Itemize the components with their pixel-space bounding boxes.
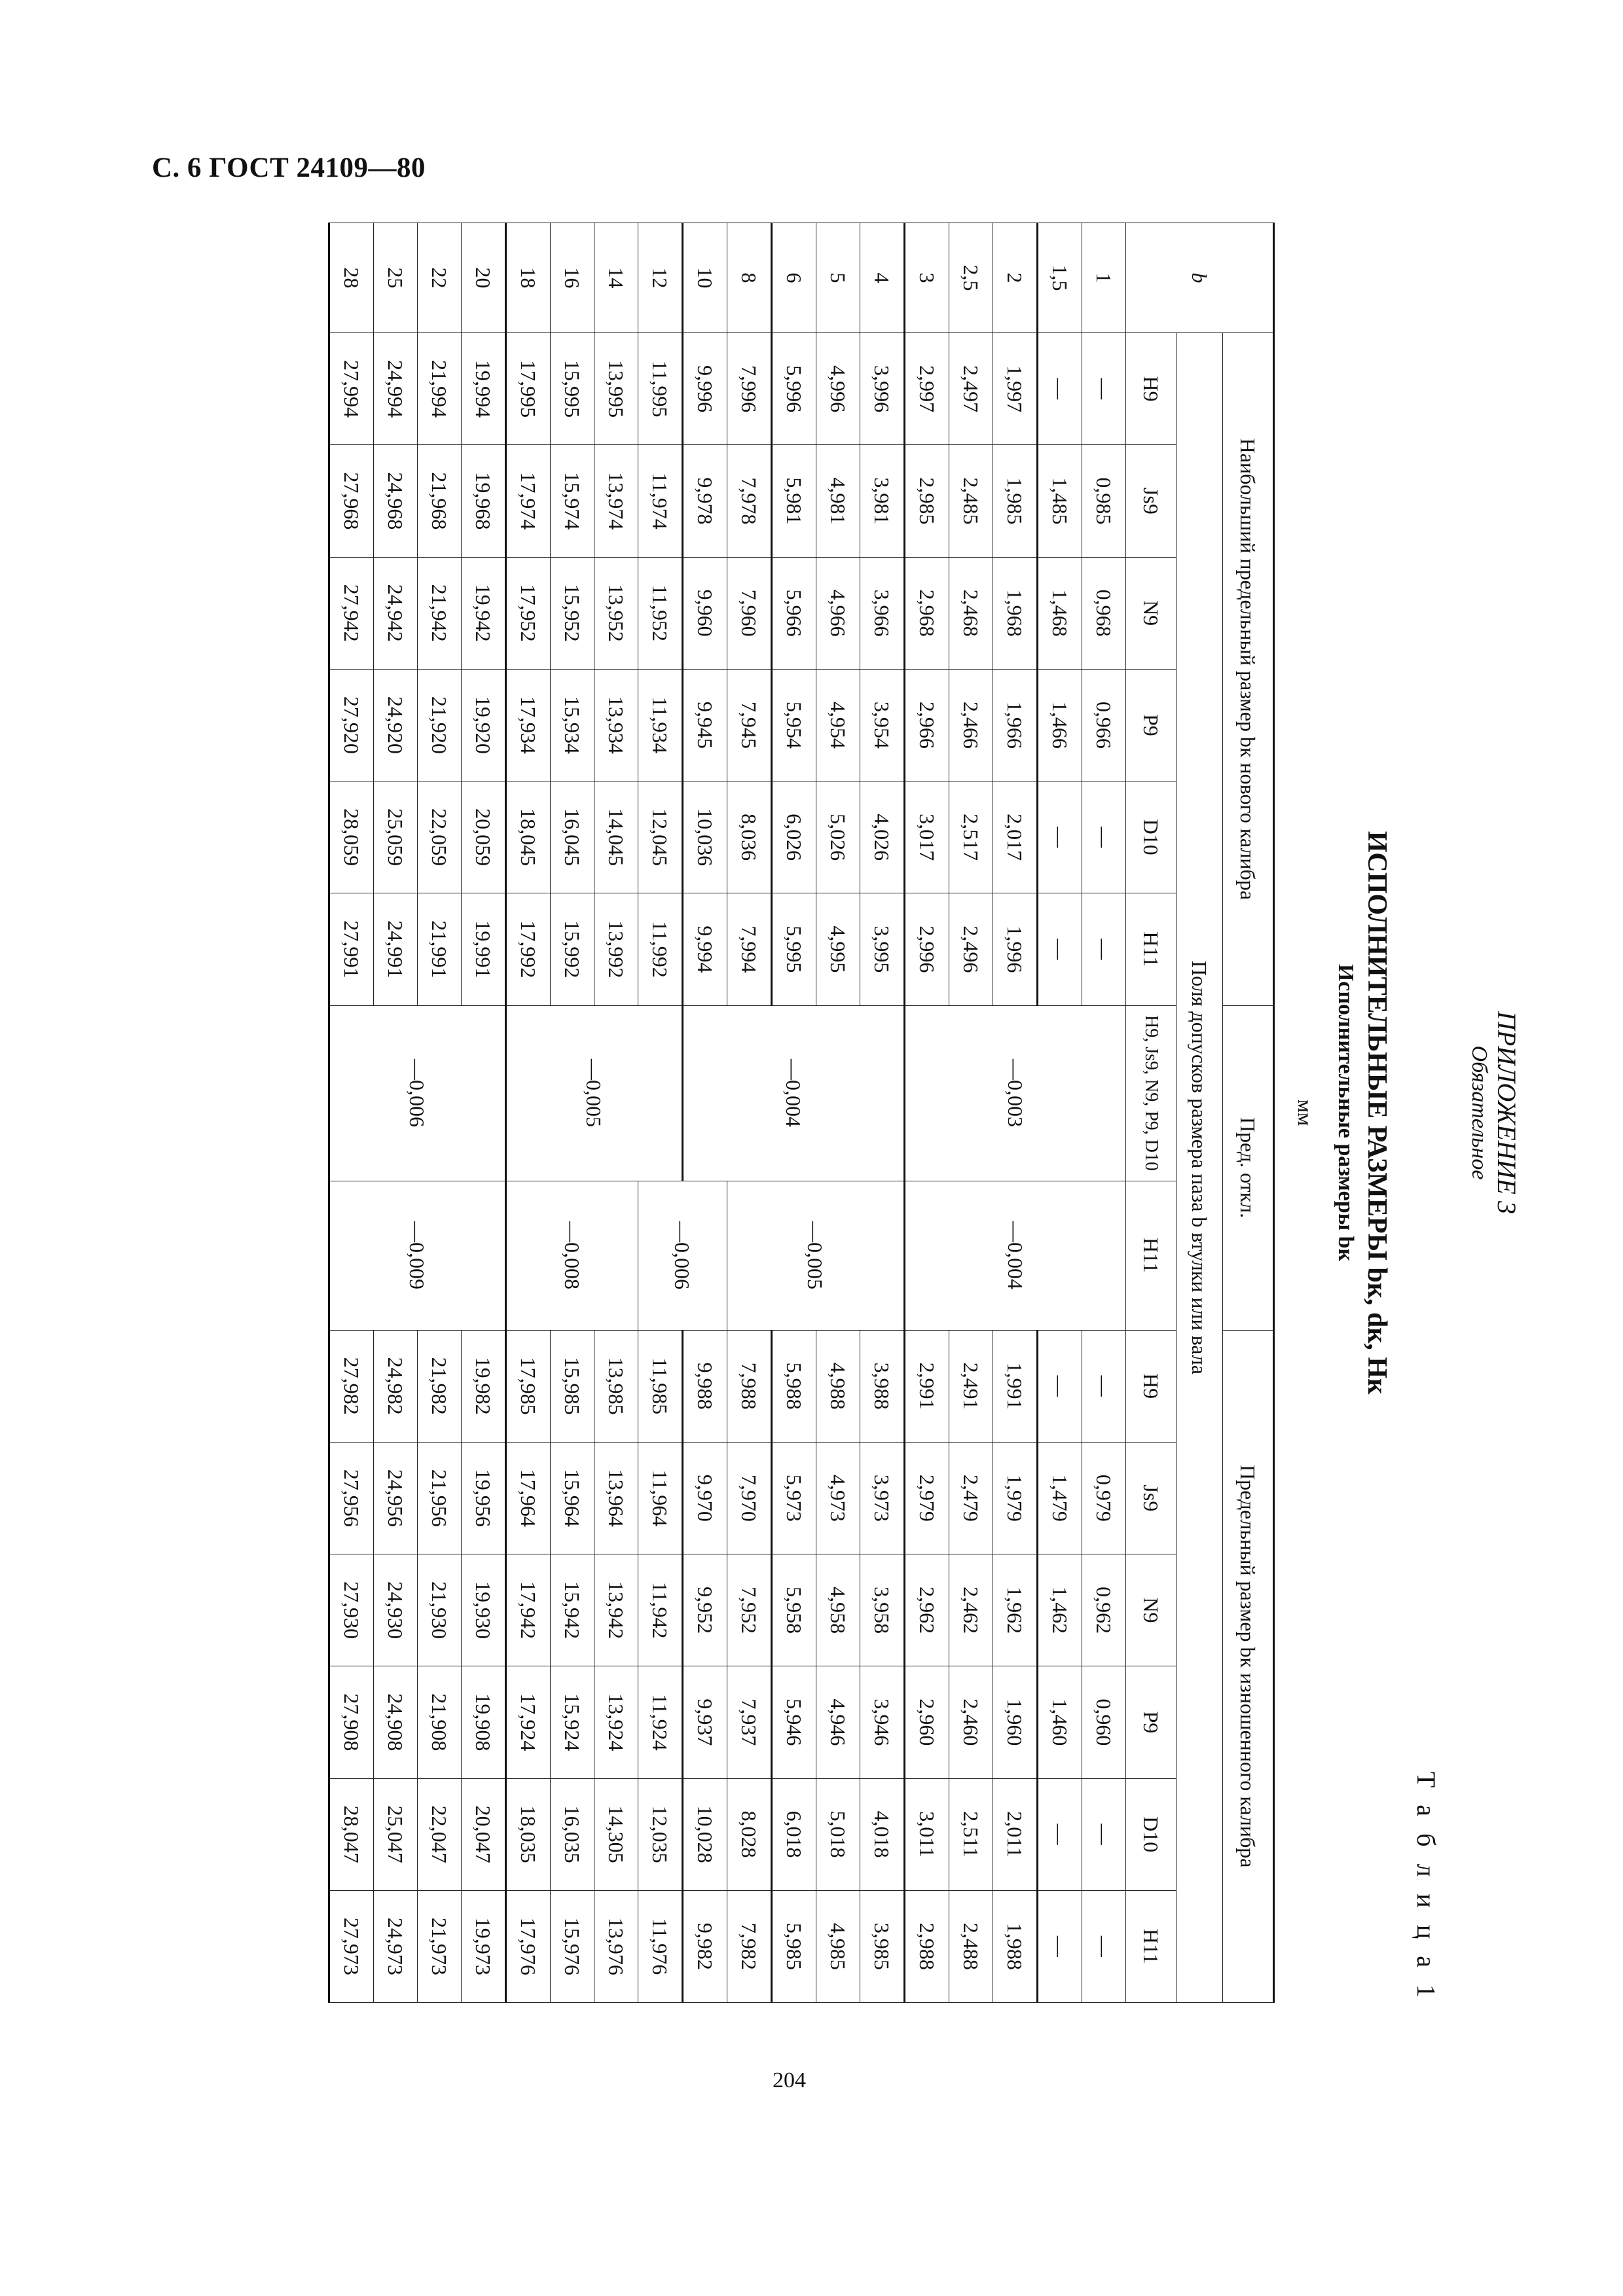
cell-new: 9,978	[683, 445, 727, 557]
cell-new: 15,974	[551, 445, 594, 557]
cell-worn: 15,976	[551, 1890, 594, 2002]
cell-b: 28	[329, 223, 374, 333]
cell-worn: 3,946	[860, 1666, 905, 1778]
column-header-deviation: H11	[1126, 1181, 1176, 1330]
cell-b: 6	[772, 223, 816, 333]
cell-worn: 2,491	[949, 1330, 993, 1442]
cell-new: 21,920	[418, 669, 462, 781]
cell-worn: 3,011	[905, 1778, 949, 1890]
cell-worn: 17,942	[506, 1554, 551, 1666]
cell-new: 14,045	[594, 781, 638, 893]
cell-worn: 7,970	[727, 1442, 772, 1554]
cell-worn: 1,460	[1038, 1666, 1082, 1778]
cell-b: 1	[1082, 223, 1126, 333]
column-header-worn: P9	[1126, 1666, 1176, 1778]
column-header-new: N9	[1126, 557, 1176, 669]
cell-worn: 24,930	[374, 1554, 418, 1666]
cell-worn: 2,011	[993, 1778, 1038, 1890]
cell-worn: 12,035	[638, 1778, 683, 1890]
cell-worn: 15,942	[551, 1554, 594, 1666]
column-header-new: D10	[1126, 781, 1176, 893]
cell-worn: 27,973	[329, 1890, 374, 2002]
cell-b: 2,5	[949, 223, 993, 333]
cell-new: 1,997	[993, 333, 1038, 445]
cell-worn: 10,028	[683, 1778, 727, 1890]
cell-worn: 4,988	[816, 1330, 860, 1442]
cell-worn: 16,035	[551, 1778, 594, 1890]
table-title: ИСПОЛНИТЕЛЬНЫЕ РАЗМЕРЫ bк, dк, Hк	[1362, 831, 1392, 1395]
cell-worn: 18,035	[506, 1778, 551, 1890]
cell-worn: 28,047	[329, 1778, 374, 1890]
cell-new: 18,045	[506, 781, 551, 893]
cell-worn: 15,964	[551, 1442, 594, 1554]
table-row	[462, 223, 506, 2003]
cell-worn: 4,018	[860, 1778, 905, 1890]
cell-new: 1,996	[993, 893, 1038, 1005]
cell-new: 22,059	[418, 781, 462, 893]
cell-b: 16	[551, 223, 594, 333]
cell-worn: —	[1038, 1330, 1082, 1442]
column-header-worn: Js9	[1126, 1442, 1176, 1554]
cell-worn: 0,979	[1082, 1442, 1126, 1554]
cell-new: 17,974	[506, 445, 551, 557]
cell-worn: 3,973	[860, 1442, 905, 1554]
cell-worn: 1,988	[993, 1890, 1038, 2002]
cell-new: 4,981	[816, 445, 860, 557]
cell-new: 4,966	[816, 557, 860, 669]
group-header-worn: Предельный размер bк изношенного калибра	[1223, 1330, 1274, 2003]
cell-worn: 21,973	[418, 1890, 462, 2002]
cell-new: —	[1038, 333, 1082, 445]
cell-new: 24,942	[374, 557, 418, 669]
cell-new: 6,026	[772, 781, 816, 893]
cell-worn: 2,979	[905, 1442, 949, 1554]
cell-new: 13,992	[594, 893, 638, 1005]
cell-new: 19,968	[462, 445, 506, 557]
cell-new: 10,036	[683, 781, 727, 893]
cell-new: 2,017	[993, 781, 1038, 893]
table-subtitle: Исполнительные размеры bк	[1334, 963, 1358, 1262]
cell-new: 19,991	[462, 893, 506, 1005]
cell-new: 2,468	[949, 557, 993, 669]
cell-worn: 1,960	[993, 1666, 1038, 1778]
cell-worn: —	[1082, 1890, 1126, 2002]
cell-worn: 2,960	[905, 1666, 949, 1778]
cell-worn: 13,942	[594, 1554, 638, 1666]
cell-worn: 0,960	[1082, 1666, 1126, 1778]
cell-worn: 1,479	[1038, 1442, 1082, 1554]
cell-worn: 3,988	[860, 1330, 905, 1442]
cell-new: 3,966	[860, 557, 905, 669]
cell-new: 24,968	[374, 445, 418, 557]
cell-worn: 9,952	[683, 1554, 727, 1666]
cell-new: 5,996	[772, 333, 816, 445]
cell-new: 2,485	[949, 445, 993, 557]
cell-new: 3,981	[860, 445, 905, 557]
cell-b: 25	[374, 223, 418, 333]
cell-worn: 1,979	[993, 1442, 1038, 1554]
page-number: 204	[773, 2068, 806, 2092]
cell-new: 19,920	[462, 669, 506, 781]
cell-new: 5,966	[772, 557, 816, 669]
cell-new: 7,996	[727, 333, 772, 445]
cell-worn: 13,985	[594, 1330, 638, 1442]
units-label: мм	[1294, 1099, 1317, 1126]
cell-b: 22	[418, 223, 462, 333]
cell-worn: 13,976	[594, 1890, 638, 2002]
cell-new: 2,496	[949, 893, 993, 1005]
cell-new: 19,942	[462, 557, 506, 669]
cell-new: —	[1082, 781, 1126, 893]
cell-worn: 9,988	[683, 1330, 727, 1442]
cell-worn: 5,958	[772, 1554, 816, 1666]
cell-worn: 4,946	[816, 1666, 860, 1778]
cell-deviation-h11: —0,008	[506, 1181, 638, 1330]
cell-worn: 3,958	[860, 1554, 905, 1666]
cell-b: 12	[638, 223, 683, 333]
cell-worn: 9,937	[683, 1666, 727, 1778]
cell-new: 25,059	[374, 781, 418, 893]
cell-new: —	[1038, 781, 1082, 893]
cell-new: 7,960	[727, 557, 772, 669]
cell-new: 0,968	[1082, 557, 1126, 669]
cell-worn: 11,985	[638, 1330, 683, 1442]
cell-new: 1,466	[1038, 669, 1082, 781]
cell-new: 1,985	[993, 445, 1038, 557]
cell-new: 24,920	[374, 669, 418, 781]
cell-worn: 2,511	[949, 1778, 993, 1890]
column-header-new: P9	[1126, 669, 1176, 781]
cell-worn: 2,988	[905, 1890, 949, 2002]
rotated-page-content	[224, 223, 1540, 2003]
cell-new: 20,059	[462, 781, 506, 893]
cell-deviation-h11: —0,009	[329, 1181, 506, 1330]
cell-worn: 1,991	[993, 1330, 1038, 1442]
column-header-new: H9	[1126, 333, 1176, 445]
cell-worn: —	[1038, 1890, 1082, 2002]
cell-worn: 13,924	[594, 1666, 638, 1778]
cell-new: 7,978	[727, 445, 772, 557]
cell-b: 20	[462, 223, 506, 333]
cell-new: 1,968	[993, 557, 1038, 669]
cell-new: 2,966	[905, 669, 949, 781]
cell-new: 7,994	[727, 893, 772, 1005]
cell-worn: —	[1082, 1778, 1126, 1890]
cell-worn: 24,956	[374, 1442, 418, 1554]
cell-b: 4	[860, 223, 905, 333]
cell-worn: 1,462	[1038, 1554, 1082, 1666]
cell-worn: 8,028	[727, 1778, 772, 1890]
cell-new: 21,994	[418, 333, 462, 445]
cell-new: 11,995	[638, 333, 683, 445]
cell-new: 2,466	[949, 669, 993, 781]
cell-worn: 19,908	[462, 1666, 506, 1778]
cell-new: 24,991	[374, 893, 418, 1005]
cell-new: 7,945	[727, 669, 772, 781]
cell-b: 10	[683, 223, 727, 333]
cell-worn: 5,018	[816, 1778, 860, 1890]
cell-worn: 2,479	[949, 1442, 993, 1554]
column-header-deviation: H9, Js9, N9, P9, D10	[1126, 1005, 1176, 1181]
cell-worn: 0,962	[1082, 1554, 1126, 1666]
group-header-new: Наибольший предельный размер bк нового калибра	[1223, 333, 1274, 1006]
cell-new: 3,995	[860, 893, 905, 1005]
cell-worn: 9,982	[683, 1890, 727, 2002]
cell-worn: 11,964	[638, 1442, 683, 1554]
cell-worn: 5,946	[772, 1666, 816, 1778]
cell-new: 1,966	[993, 669, 1038, 781]
column-header-worn: H11	[1126, 1890, 1176, 2002]
cell-worn: 19,982	[462, 1330, 506, 1442]
cell-new: 2,517	[949, 781, 993, 893]
cell-worn: —	[1038, 1778, 1082, 1890]
cell-new: 27,920	[329, 669, 374, 781]
cell-new: 3,017	[905, 781, 949, 893]
cell-new: 13,974	[594, 445, 638, 557]
cell-new: 17,952	[506, 557, 551, 669]
cell-new: 5,981	[772, 445, 816, 557]
cell-worn: 17,976	[506, 1890, 551, 2002]
cell-worn: 21,930	[418, 1554, 462, 1666]
cell-new: 8,036	[727, 781, 772, 893]
cell-worn: 1,962	[993, 1554, 1038, 1666]
cell-worn: 11,942	[638, 1554, 683, 1666]
cell-worn: 5,988	[772, 1330, 816, 1442]
cell-new: 28,059	[329, 781, 374, 893]
cell-worn: 11,976	[638, 1890, 683, 2002]
cell-new: 2,996	[905, 893, 949, 1005]
cell-new: 3,954	[860, 669, 905, 781]
cell-new: 2,497	[949, 333, 993, 445]
cell-new: 1,468	[1038, 557, 1082, 669]
cell-b: 5	[816, 223, 860, 333]
cell-worn: 27,930	[329, 1554, 374, 1666]
cell-new: 15,992	[551, 893, 594, 1005]
cell-worn: 27,908	[329, 1666, 374, 1778]
cell-worn: 7,988	[727, 1330, 772, 1442]
table-row	[638, 223, 683, 2003]
tolerance-fields-header: Поля допусков размера паза b втулки или вала	[1176, 333, 1223, 2003]
cell-new: 21,942	[418, 557, 462, 669]
cell-worn: 14,305	[594, 1778, 638, 1890]
cell-worn: 6,018	[772, 1778, 816, 1890]
cell-worn: 15,924	[551, 1666, 594, 1778]
cell-worn: 7,982	[727, 1890, 772, 2002]
cell-worn: 17,964	[506, 1442, 551, 1554]
cell-worn: 17,924	[506, 1666, 551, 1778]
table-row	[1082, 223, 1126, 2003]
cell-worn: 7,937	[727, 1666, 772, 1778]
cell-worn: 2,488	[949, 1890, 993, 2002]
cell-new: 9,996	[683, 333, 727, 445]
page-header: С. 6 ГОСТ 24109—80	[152, 152, 426, 183]
cell-new: 16,045	[551, 781, 594, 893]
cell-worn: 15,985	[551, 1330, 594, 1442]
cell-new: 13,995	[594, 333, 638, 445]
cell-worn: 4,958	[816, 1554, 860, 1666]
cell-b: 2	[993, 223, 1038, 333]
cell-worn: 19,956	[462, 1442, 506, 1554]
table-label: Т а б л и ц а 1	[1412, 1771, 1441, 2003]
cell-deviation-h11: —0,004	[905, 1181, 1126, 1330]
cell-new: 15,934	[551, 669, 594, 781]
cell-worn: 19,930	[462, 1554, 506, 1666]
cell-new: 5,995	[772, 893, 816, 1005]
cell-new: 5,954	[772, 669, 816, 781]
cell-b: 8	[727, 223, 772, 333]
cell-new: 15,995	[551, 333, 594, 445]
appendix-title: ПРИЛОЖЕНИЕ 3	[1492, 1011, 1522, 1214]
column-header-new: Js9	[1126, 445, 1176, 557]
cell-deviation-main: —0,006	[329, 1005, 506, 1181]
cell-new: 21,991	[418, 893, 462, 1005]
cell-worn: —	[1082, 1330, 1126, 1442]
cell-worn: 27,982	[329, 1330, 374, 1442]
dimensions-table	[328, 223, 1275, 2003]
cell-worn: 25,047	[374, 1778, 418, 1890]
cell-new: 2,997	[905, 333, 949, 445]
cell-new: 17,995	[506, 333, 551, 445]
cell-deviation-main: —0,004	[683, 1005, 905, 1181]
cell-new: 5,026	[816, 781, 860, 893]
cell-worn: 5,985	[772, 1890, 816, 2002]
cell-worn: 5,973	[772, 1442, 816, 1554]
cell-worn: 27,956	[329, 1442, 374, 1554]
cell-new: —	[1082, 333, 1126, 445]
cell-worn: 11,924	[638, 1666, 683, 1778]
cell-worn: 4,985	[816, 1890, 860, 2002]
cell-worn: 21,982	[418, 1330, 462, 1442]
column-header-worn: H9	[1126, 1330, 1176, 1442]
column-header-worn: D10	[1126, 1778, 1176, 1890]
cell-new: 4,995	[816, 893, 860, 1005]
column-header-worn: N9	[1126, 1554, 1176, 1666]
cell-worn: 9,970	[683, 1442, 727, 1554]
cell-new: 27,991	[329, 893, 374, 1005]
cell-new: 1,485	[1038, 445, 1082, 557]
cell-deviation-main: —0,005	[506, 1005, 683, 1181]
cell-deviation-main: —0,003	[905, 1005, 1126, 1181]
cell-new: 9,945	[683, 669, 727, 781]
cell-worn: 2,991	[905, 1330, 949, 1442]
cell-new: 11,992	[638, 893, 683, 1005]
cell-new: 13,934	[594, 669, 638, 781]
table-row	[860, 223, 905, 2003]
cell-worn: 17,985	[506, 1330, 551, 1442]
group-header-deviation: Пред. откл.	[1223, 1005, 1274, 1330]
cell-worn: 13,964	[594, 1442, 638, 1554]
cell-new: 12,045	[638, 781, 683, 893]
column-header-new: H11	[1126, 893, 1176, 1005]
cell-b: 14	[594, 223, 638, 333]
cell-new: 4,996	[816, 333, 860, 445]
cell-new: 2,968	[905, 557, 949, 669]
cell-worn: 2,962	[905, 1554, 949, 1666]
cell-worn: 24,908	[374, 1666, 418, 1778]
cell-new: 17,992	[506, 893, 551, 1005]
cell-new: 11,974	[638, 445, 683, 557]
appendix-block	[1465, 223, 1520, 2003]
cell-new: 4,954	[816, 669, 860, 781]
cell-new: 17,934	[506, 669, 551, 781]
cell-b: 18	[506, 223, 551, 333]
cell-new: 9,994	[683, 893, 727, 1005]
cell-new: 4,026	[860, 781, 905, 893]
cell-new: 27,994	[329, 333, 374, 445]
cell-worn: 7,952	[727, 1554, 772, 1666]
cell-worn: 24,973	[374, 1890, 418, 2002]
cell-worn: 21,908	[418, 1666, 462, 1778]
cell-worn: 22,047	[418, 1778, 462, 1890]
cell-worn: 24,982	[374, 1330, 418, 1442]
cell-worn: 2,462	[949, 1554, 993, 1666]
cell-new: —	[1082, 893, 1126, 1005]
cell-new: 0,966	[1082, 669, 1126, 781]
appendix-subtitle: Обязательное	[1467, 1045, 1491, 1180]
cell-b: 3	[905, 223, 949, 333]
cell-new: 2,985	[905, 445, 949, 557]
cell-new: —	[1038, 893, 1082, 1005]
cell-b: 1,5	[1038, 223, 1082, 333]
cell-new: 24,994	[374, 333, 418, 445]
cell-worn: 2,460	[949, 1666, 993, 1778]
cell-new: 11,952	[638, 557, 683, 669]
cell-deviation-h11: —0,006	[638, 1181, 727, 1330]
cell-new: 27,942	[329, 557, 374, 669]
cell-new: 3,996	[860, 333, 905, 445]
cell-worn: 19,973	[462, 1890, 506, 2002]
cell-new: 0,985	[1082, 445, 1126, 557]
cell-worn: 3,985	[860, 1890, 905, 2002]
cell-worn: 4,973	[816, 1442, 860, 1554]
cell-new: 11,934	[638, 669, 683, 781]
cell-worn: 21,956	[418, 1442, 462, 1554]
cell-new: 21,968	[418, 445, 462, 557]
cell-new: 15,952	[551, 557, 594, 669]
cell-new: 19,994	[462, 333, 506, 445]
cell-deviation-h11: —0,005	[727, 1181, 905, 1330]
cell-new: 13,952	[594, 557, 638, 669]
cell-new: 27,968	[329, 445, 374, 557]
column-header-b: b	[1126, 223, 1274, 333]
cell-worn: 20,047	[462, 1778, 506, 1890]
cell-new: 9,960	[683, 557, 727, 669]
